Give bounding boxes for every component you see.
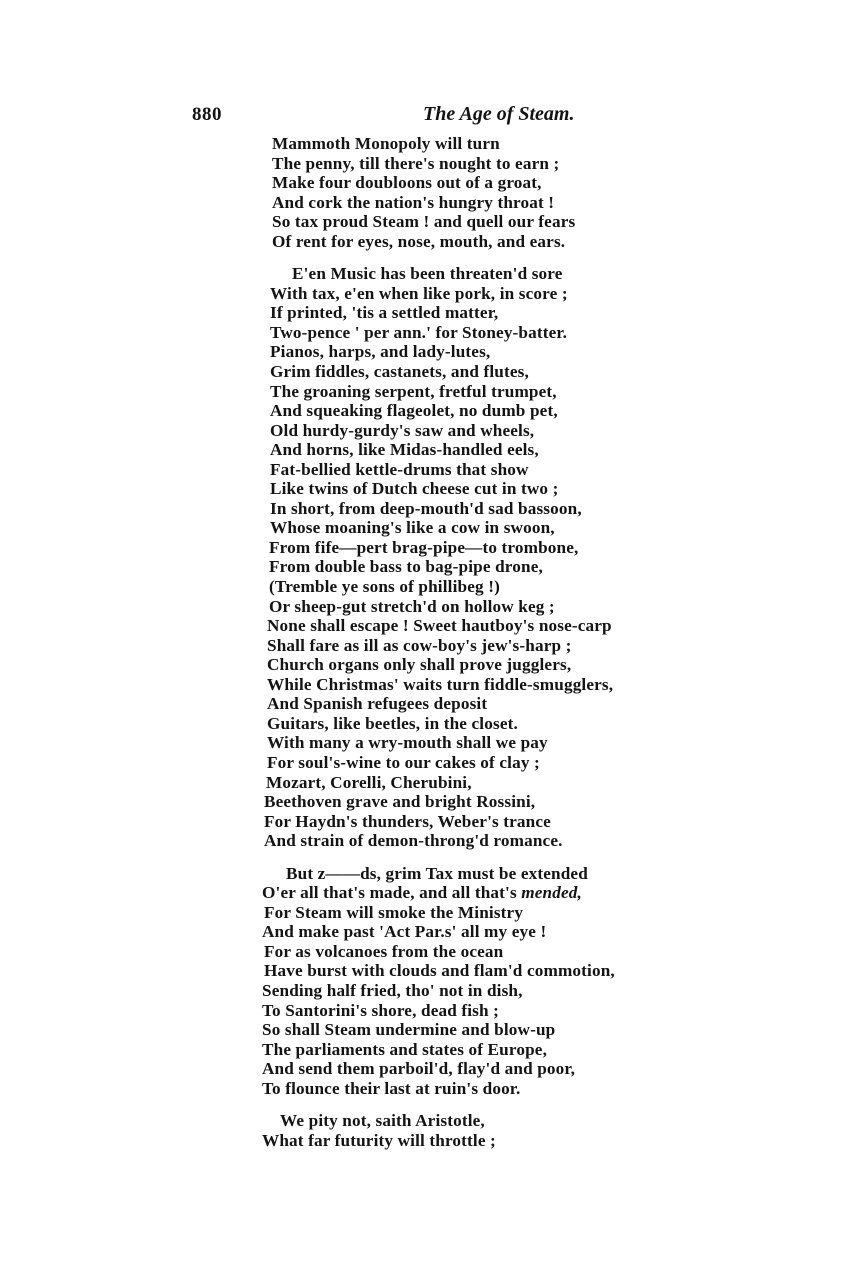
verse-text: Of rent for eyes, nose, mouth, and ears. xyxy=(272,231,566,251)
verse-text: Have burst with clouds and flam'd commotion, xyxy=(264,961,615,981)
verse-text: Make four doubloons out of a groat, xyxy=(272,173,542,193)
stanza xyxy=(262,1111,722,1150)
verse-line xyxy=(262,538,722,558)
verse-text: Beethoven grave and bright Rossini, xyxy=(264,792,536,812)
verse-line xyxy=(262,284,722,304)
verse-line xyxy=(262,733,722,753)
verse-text: Pianos, harps, and lady-lutes, xyxy=(270,342,491,362)
poem-body xyxy=(262,134,722,1163)
verse-line xyxy=(262,694,722,714)
verse-line xyxy=(262,1040,722,1060)
verse-text: E'en Music has been threaten'd sore xyxy=(292,264,563,284)
verse-line xyxy=(262,362,722,382)
verse-line xyxy=(262,1059,722,1079)
verse-text: Shall fare as ill as cow-boy's jew's-harp ; xyxy=(267,635,572,655)
verse-line xyxy=(262,616,722,636)
verse-text: The parliaments and states of Europe, xyxy=(262,1039,548,1059)
verse-text: And squeaking flageolet, no dumb pet, xyxy=(270,401,558,421)
stanza xyxy=(262,864,722,1099)
verse-line xyxy=(262,154,722,174)
verse-text: With tax, e'en when like pork, in score ; xyxy=(270,283,568,303)
verse-line xyxy=(262,1111,722,1131)
verse-line xyxy=(262,264,722,284)
verse-text: While Christmas' waits turn fiddle-smugglers, xyxy=(267,674,614,694)
verse-text: For soul's-wine to our cakes of clay ; xyxy=(267,752,540,772)
verse-line xyxy=(262,922,722,942)
verse-line xyxy=(262,557,722,577)
verse-text: And send them parboil'd, flay'd and poor, xyxy=(262,1059,576,1079)
verse-text: And make past 'Act Par.s' all my eye ! xyxy=(262,922,547,942)
verse-text: To Santorini's shore, dead fish ; xyxy=(262,1000,500,1020)
verse-line xyxy=(262,1020,722,1040)
verse-line xyxy=(262,342,722,362)
verse-line xyxy=(262,518,722,538)
verse-line xyxy=(262,479,722,499)
verse-text: For Steam will smoke the Ministry xyxy=(264,902,524,922)
verse-text: Grim fiddles, castanets, and flutes, xyxy=(270,362,529,382)
verse-line xyxy=(262,1001,722,1021)
verse-text: None shall escape ! Sweet hautboy's nose-carp xyxy=(267,616,612,636)
verse-line xyxy=(262,773,722,793)
verse-line xyxy=(262,903,722,923)
verse-text: If printed, 'tis a settled matter, xyxy=(270,303,499,323)
verse-line xyxy=(262,636,722,656)
verse-text: But z——ds, grim Tax must be extended xyxy=(286,863,588,883)
verse-line xyxy=(262,675,722,695)
verse-line xyxy=(262,812,722,832)
verse-line xyxy=(262,382,722,402)
verse-text: And horns, like Midas-handled eels, xyxy=(270,440,539,460)
verse-line xyxy=(262,942,722,962)
verse-text: Like twins of Dutch cheese cut in two ; xyxy=(270,479,559,499)
verse-text: And cork the nation's hungry throat ! xyxy=(272,192,555,212)
verse-text: In short, from deep-mouth'd sad bassoon, xyxy=(270,498,582,518)
verse-line xyxy=(262,460,722,480)
verse-text: Guitars, like beetles, in the closet. xyxy=(267,713,518,733)
stanza xyxy=(262,264,722,850)
verse-line xyxy=(262,961,722,981)
verse-text: For as volcanoes from the ocean xyxy=(264,941,504,961)
running-title: The Age of Steam. xyxy=(423,103,575,125)
verse-line xyxy=(262,303,722,323)
verse-line xyxy=(262,212,722,232)
verse-text: To flounce their last at ruin's door. xyxy=(262,1078,521,1098)
verse-line xyxy=(262,831,722,851)
verse-text: O'er all that's made, and all that's xyxy=(262,883,522,903)
verse-text: Church organs only shall prove jugglers, xyxy=(267,655,572,675)
verse-text: From fife—pert brag-pipe—to trombone, xyxy=(269,537,579,557)
verse-line xyxy=(262,753,722,773)
verse-line xyxy=(262,421,722,441)
verse-text: Fat-bellied kettle-drums that show xyxy=(270,459,529,479)
verse-text: Mozart, Corelli, Cherubini, xyxy=(266,772,472,792)
verse-line xyxy=(262,193,722,213)
verse-text: From double bass to bag-pipe drone, xyxy=(269,557,543,577)
verse-line xyxy=(262,792,722,812)
verse-text: We pity not, saith Aristotle, xyxy=(280,1111,485,1131)
verse-line xyxy=(262,232,722,252)
stanza xyxy=(262,134,722,251)
verse-line xyxy=(262,323,722,343)
verse-line xyxy=(262,401,722,421)
verse-line xyxy=(262,134,722,154)
verse-text: What far futurity will throttle ; xyxy=(262,1130,496,1150)
verse-line xyxy=(262,499,722,519)
verse-text: With many a wry-mouth shall we pay xyxy=(267,733,548,753)
verse-text: So shall Steam undermine and blow-up xyxy=(262,1020,556,1040)
verse-line xyxy=(262,655,722,675)
page-number: 880 xyxy=(192,104,222,125)
verse-text: Whose moaning's like a cow in swoon, xyxy=(270,518,555,538)
verse-text: Two-pence ' per ann.' for Stoney-batter. xyxy=(270,322,568,342)
verse-text: The groaning serpent, fretful trumpet, xyxy=(270,381,557,401)
verse-text: And Spanish refugees deposit xyxy=(267,694,488,714)
verse-line xyxy=(262,173,722,193)
verse-text: For Haydn's thunders, Weber's trance xyxy=(264,811,551,831)
verse-line xyxy=(262,1131,722,1151)
verse-emphasis: mended, xyxy=(521,883,582,903)
verse-text: And strain of demon-throng'd romance. xyxy=(264,831,563,851)
verse-text: (Tremble ye sons of phillibeg !) xyxy=(269,577,500,597)
verse-line xyxy=(262,1079,722,1099)
verse-text: The penny, till there's nought to earn ; xyxy=(272,153,560,173)
verse-text: Mammoth Monopoly will turn xyxy=(272,134,500,153)
verse-line xyxy=(262,440,722,460)
verse-line xyxy=(262,883,722,903)
verse-line xyxy=(262,864,722,884)
verse-text: Or sheep-gut stretch'd on hollow keg ; xyxy=(269,596,555,616)
verse-text: Sending half fried, tho' not in dish, xyxy=(262,980,523,1000)
verse-line xyxy=(262,577,722,597)
verse-text: So tax proud Steam ! and quell our fears xyxy=(272,212,576,232)
verse-line xyxy=(262,714,722,734)
verse-line xyxy=(262,981,722,1001)
verse-line xyxy=(262,597,722,617)
verse-text: Old hurdy-gurdy's saw and wheels, xyxy=(270,420,535,440)
